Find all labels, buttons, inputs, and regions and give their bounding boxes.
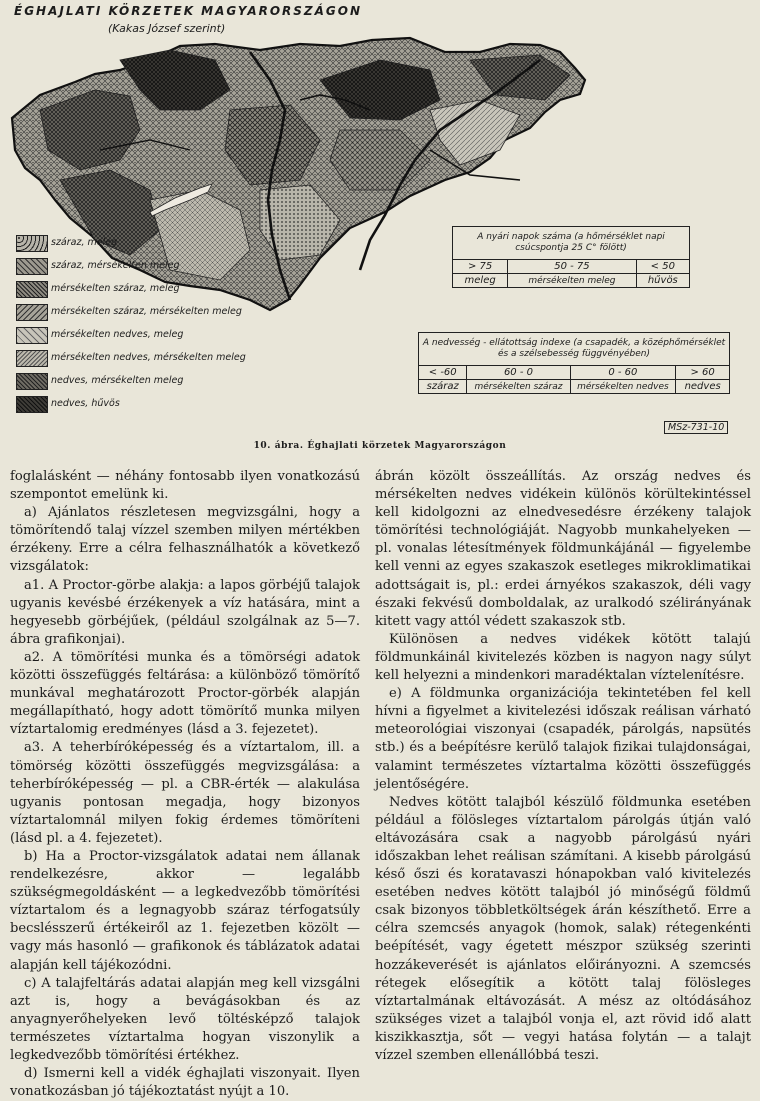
right-column (375, 468, 751, 1065)
paragraph: b) Ha a Proctor-vizsgálatok adatai nem állanak rendelkezésre, akkor — legalább szükségmegoldásként — a legkedvezőbb tömörítési víztartalom és a legnagyobb száraz térfogatsúly becslésszerű értékeiről az 1. fejezetben közölt — vagy más hasonló — grafikonok és táblázatok adatai alapján kell tájékozódni. (10, 848, 360, 973)
moisture-index-table (418, 332, 730, 394)
legend-swatch (16, 304, 48, 321)
summer-label: meleg (453, 274, 508, 288)
legend-item (16, 278, 286, 300)
moisture-label: mérsékelten száraz (467, 380, 570, 394)
map-legend (16, 232, 286, 416)
paragraph: a2. A tömörítési munka és a tömörségi adatok közötti összefüggés feltárása: a különböző tömörítő munkával meghatározott Proctor-görbék alapján megállapítható, hogy adott tömörítő munka milyen víztartalomig eredményes (lásd a 3. fejezetet). (10, 649, 360, 738)
legend-label: mérsékelten száraz, meleg (51, 283, 180, 294)
legend-item (16, 301, 286, 323)
legend-swatch (16, 373, 48, 390)
summer-label: hűvös (636, 274, 689, 288)
legend-swatch (16, 350, 48, 367)
legend-label: mérsékelten nedves, meleg (51, 329, 184, 340)
legend-label: száraz, meleg (51, 237, 118, 248)
legend-label: száraz, mérsékelten meleg (51, 260, 180, 271)
summer-table-header: A nyári napok száma (a hőmérséklet napi csúcspontja 25 C° fölött) (453, 227, 690, 260)
summer-days-table (452, 226, 690, 288)
legend-label: mérsékelten száraz, mérsékelten meleg (51, 306, 242, 317)
paragraph: d) Ismerni kell a vidék éghajlati viszonyait. Ilyen vonatkozásban jó tájékoztatást nyújt a 10. (10, 1066, 360, 1100)
map-title: ÉGHAJLATI KÖRZETEK MAGYARORSZÁGON (14, 4, 363, 18)
paragraph: a1. A Proctor-görbe alakja: a lapos görbéjű talajok ugyanis kevésbé érzékenyek a víz hatására, mint a hegyesebb görbéjűek, (például szolgálnak az 5—7. ábra grafikonjai). (10, 577, 360, 647)
paragraph: c) A talajfeltárás adatai alapján meg kell vizsgálni azt is, hogy a bevágásokban és az anyagnyerőhelyeken levő töltésképző talajok természetes víztartalma hogyan viszonylik a legkedvezőbb tömörítési értékhez. (10, 975, 360, 1063)
legend-item (16, 324, 286, 346)
summer-value: 50 - 75 (508, 260, 636, 274)
legend-swatch (16, 396, 48, 413)
moisture-table-header: A nedvesség - ellátottság indexe (a csapadék, a középhőmérséklet és a szélsebesség függvényében) (419, 333, 730, 366)
moisture-value: 0 - 60 (570, 366, 676, 380)
summer-value: < 50 (636, 260, 689, 274)
left-column (10, 468, 360, 1101)
paragraph: a3. A teherbíróképesség és a víztartalom, ill. a tömörség közötti összefüggés megvizsgálása: a teherbíróképesség — pl. a CBR-érték — alakulása ugyanis pontosan megadja, hogy bizonyos víztartalomnál milyen fokig érdemes tömöríteni (lásd pl. a 4. fejezetet). (10, 740, 360, 846)
legend-label: nedves, mérsékelten meleg (51, 375, 184, 386)
paragraph: Különösen a nedves vidékek kötött talajú földmunkáinál kivitelezés közben is nagyon nagy súlyt kell helyezni a mindenkori maradéktalan víztelenítésre. (375, 631, 751, 684)
moisture-label: mérsékelten nedves (570, 380, 676, 394)
legend-label: mérsékelten nedves, mérsékelten meleg (51, 352, 246, 363)
paragraph: a) Ajánlatos részletesen megvizsgálni, hogy a tömörítendő talaj vízzel szemben milyen mértékben érzékeny. Erre a célra felhasználhatók a következő vizsgálatok: (10, 505, 360, 575)
paragraph: foglalásként — néhány fontosabb ilyen vonatkozású szempontot emelünk ki. (10, 469, 360, 503)
moisture-value: > 60 (676, 366, 730, 380)
moisture-label: nedves (676, 380, 730, 394)
legend-item (16, 370, 286, 392)
paragraph: e) A földmunka organizációja tekintetében fel kell hívni a figyelmet a kivitelezési időszak reálisan várható meteorológiai viszonyai (csapadék, párolgás, napsütés stb.) és a beépítésre kerülő talajok fizikai tulajdonságai, valamint természetes víztartalma közötti összefüggés jelentőségére. (375, 686, 751, 792)
legend-swatch (16, 327, 48, 344)
moisture-label: száraz (419, 380, 467, 394)
legend-item (16, 232, 286, 254)
legend-swatch (16, 281, 48, 298)
standard-reference: MSz-731-10 (664, 421, 728, 434)
moisture-value: < -60 (419, 366, 467, 380)
summer-label: mérsékelten meleg (508, 274, 636, 288)
map-subtitle: (Kakas József szerint) (108, 22, 226, 35)
legend-swatch (16, 258, 48, 275)
paragraph: Nedves kötött talajból készülő földmunka esetében például a fölösleges víztartalom párolgás útján való eltávozására csak a nagyobb párolgású nyári időszakban lehet reálisan számítani. A kisebb párolgású késő őszi és koratavaszi hónapokban való kivitelezés esetében nedves kötött talajból jó minőségű földmű csak bizonyos többletköltségek árán készíthető. Erre a célra szemcsés anyagok (homok, salak) rétegenkénti beépítését, vagy égetett mészpor szükség szerinti hozzákeverését is ajánlatos előirányozni. A szemcsés rétegek elősegítik a kötött talaj fölösleges víztartalmának eltávozását. A mész az oltódásához szükséges vizet a talajból vonja el, azt rövid idő alatt kiszikkasztja, sőt — vegyi hatása folytán — a talajt vízzel szemben ellenállóbbá teszi. (375, 794, 751, 1063)
figure-caption: 10. ábra. Éghajlati körzetek Magyarországon (253, 441, 507, 451)
legend-item (16, 347, 286, 369)
summer-value: > 75 (453, 260, 508, 274)
paragraph: ábrán közölt összeállítás. Az ország nedves és mérsékelten nedves vidékein különös körültekintéssel kell kidolgozni az elnedvesedésre érzékeny talajok tömörítési technológiáját. Nagyobb munkahelyeken — pl. vonalas létesítmények földmunkájánál — figyelembe kell venni az egyes szakaszok esetleges mikroklimatikai adottságait is, pl.: erdei árnyékos szakaszok, déli vagy északi fekvésű domboldalak, az uralkodó szélirányának kitett vagy attól védett szakaszok stb. (375, 469, 751, 629)
legend-item (16, 393, 286, 415)
moisture-value: 60 - 0 (467, 366, 570, 380)
legend-label: nedves, hűvös (51, 398, 120, 409)
legend-item (16, 255, 286, 277)
legend-swatch (16, 235, 48, 252)
